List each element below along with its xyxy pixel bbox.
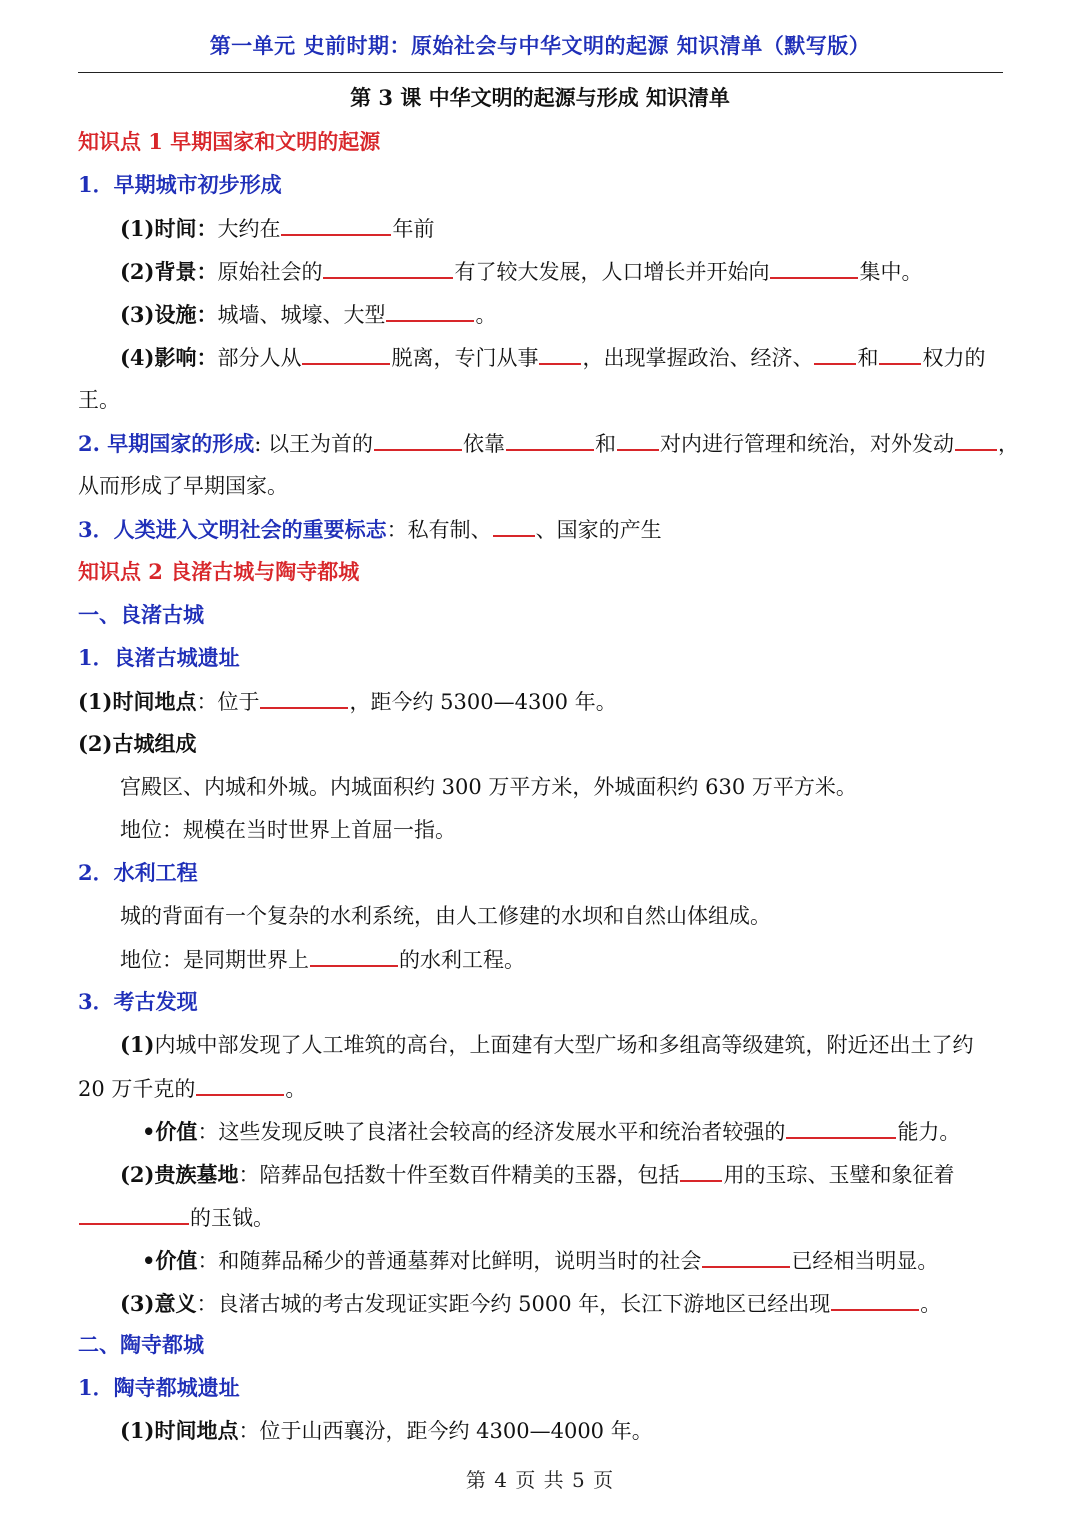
label: (2)背景： — [120, 259, 218, 284]
text: 。 — [285, 1077, 307, 1101]
text: 部分人从 — [217, 346, 302, 370]
text: ：位于山西襄汾，距今约 4300—4000 年。 — [238, 1419, 653, 1443]
label: (4)影响： — [120, 345, 218, 370]
text: 有了较大发展，人口增长并开始向 — [454, 260, 770, 284]
text: 城墙、城壕、大型 — [217, 303, 386, 327]
text: 的水利工程。 — [399, 948, 525, 972]
fill-blank[interactable] — [260, 687, 348, 709]
text: 能力。 — [897, 1120, 961, 1144]
text: 对内进行管理和统治，对外发动 — [660, 432, 954, 456]
text: 地位：是同期世界上 — [120, 948, 309, 972]
text: : 以王为首的 — [254, 432, 373, 456]
text: 用的玉琮、玉璧和象征着 — [723, 1163, 955, 1187]
text: 内城中部发现了人工堆筑的高台，上面建有大型广场和多组高等级建筑，附近还出土了约 — [154, 1033, 974, 1057]
label: (1)时间： — [120, 216, 218, 241]
header-rule — [78, 72, 1003, 73]
kp2-p1-s3-find2 — [120, 1160, 954, 1189]
kp2-p1-title: 一、良渚古城 — [78, 602, 204, 627]
text: 大约在 — [217, 217, 281, 241]
kp2-p1-s3-significance — [120, 1289, 941, 1318]
fill-blank[interactable] — [879, 343, 921, 365]
label: (3)意义 — [120, 1291, 197, 1316]
kp1-title: 知识点 1 早期国家和文明的起源 — [78, 129, 381, 154]
kp2-p1-s1-title: 1．良渚古城遗址 — [78, 645, 240, 670]
label: (1) — [120, 1032, 155, 1057]
fill-blank[interactable] — [539, 343, 581, 365]
kp1-s1-background — [120, 257, 922, 286]
text: 年前 — [392, 217, 435, 241]
page-footer: 第 4 页 共 5 页 — [465, 1468, 615, 1492]
lesson-title: 第 3 课 中华文明的起源与形成 知识清单 — [350, 85, 730, 110]
kp2-p1-s2-text: 城的背面有一个复杂的水利系统，由人工修建的水坝和自然山体组成。 — [120, 904, 771, 928]
text: ，出现掌握政治、经济、 — [582, 346, 814, 370]
kp1-s2 — [78, 429, 1019, 458]
text: ：位于 — [196, 690, 260, 714]
text: 的玉钺。 — [190, 1206, 274, 1230]
text: ：私有制、 — [386, 518, 492, 542]
fill-blank[interactable] — [281, 214, 391, 236]
kp1-s3-title: 3．人类进入文明社会的重要标志 — [78, 517, 387, 542]
kp2-p2-title: 二、陶寺都城 — [78, 1332, 204, 1357]
fill-blank[interactable] — [374, 429, 462, 451]
text: 权力的 — [922, 346, 986, 370]
label: (2)贵族墓地 — [120, 1162, 239, 1187]
fill-blank[interactable] — [786, 1117, 896, 1139]
text: 原始社会的 — [217, 260, 323, 284]
label: (1)时间地点 — [78, 689, 197, 714]
text: ：这些发现反映了良渚社会较高的经济发展水平和统治者较强的 — [197, 1120, 786, 1144]
text: 已经相当明显。 — [791, 1249, 939, 1273]
fill-blank[interactable] — [702, 1246, 790, 1268]
fill-blank[interactable] — [302, 343, 390, 365]
fill-blank[interactable] — [814, 343, 856, 365]
text: 依靠 — [463, 432, 505, 456]
text: 。 — [475, 303, 497, 327]
kp2-p1-s3-title: 3．考古发现 — [78, 989, 198, 1014]
kp2-p1-s3-value2 — [142, 1246, 938, 1275]
kp1-s1-influence-cont: 王。 — [78, 388, 120, 412]
kp2-p1-s1-location — [78, 687, 617, 716]
fill-blank[interactable] — [386, 300, 474, 322]
kp2-p1-s2-status — [120, 945, 525, 974]
kp2-title: 知识点 2 良渚古城与陶寺都城 — [78, 559, 360, 584]
kp2-p1-s1-composition: 宫殿区、内城和外城。内城面积约 300 万平方米，外城面积约 630 万平方米。 — [120, 775, 857, 799]
text: 。 — [920, 1292, 942, 1316]
kp2-p1-s1-composition-label: (2)古城组成 — [78, 731, 197, 756]
fill-blank[interactable] — [955, 429, 997, 451]
fill-blank[interactable] — [770, 257, 858, 279]
text: 脱离，专门从事 — [391, 346, 539, 370]
label: •价值 — [142, 1248, 198, 1273]
text: ：和随葬品稀少的普通墓葬对比鲜明，说明当时的社会 — [197, 1249, 702, 1273]
fill-blank[interactable] — [79, 1203, 189, 1225]
kp2-p2-s1-location — [120, 1417, 653, 1445]
label: (1)时间地点 — [120, 1418, 239, 1443]
text: ：陪葬品包括数十件至数百件精美的玉器，包括 — [238, 1163, 680, 1187]
text: 和 — [857, 346, 879, 370]
text: 集中。 — [859, 260, 923, 284]
kp2-p1-s1-status: 地位：规模在当时世界上首屈一指。 — [120, 818, 456, 842]
fill-blank[interactable] — [680, 1160, 722, 1182]
kp1-s1-title: 1．早期城市初步形成 — [78, 172, 282, 197]
label: (3)设施： — [120, 302, 218, 327]
text: 和 — [595, 432, 616, 456]
kp2-p2-s1-title: 1．陶寺都城遗址 — [78, 1375, 240, 1400]
kp2-p1-s3-find1-cont — [78, 1074, 306, 1103]
kp1-s3 — [78, 515, 662, 544]
kp1-s1-facilities — [120, 300, 496, 329]
fill-blank[interactable] — [196, 1074, 284, 1096]
fill-blank[interactable] — [617, 429, 659, 451]
kp1-s1-time — [120, 214, 434, 243]
text: ， — [998, 432, 1019, 456]
kp2-p1-s3-find2-cont — [78, 1203, 274, 1232]
label: •价值 — [142, 1119, 198, 1144]
kp1-s2-title: 2. 早期国家的形成 — [78, 431, 255, 456]
fill-blank[interactable] — [493, 515, 535, 537]
text: 、国家的产生 — [535, 518, 662, 542]
fill-blank[interactable] — [831, 1289, 919, 1311]
kp1-s1-influence — [120, 343, 985, 372]
fill-blank[interactable] — [310, 945, 398, 967]
text: ，距今约 5300—4300 年。 — [349, 690, 617, 714]
kp2-p1-s2-title: 2．水利工程 — [78, 860, 198, 885]
fill-blank[interactable] — [506, 429, 594, 451]
text: ：良渚古城的考古发现证实距今约 5000 年，长江下游地区已经出现 — [196, 1292, 831, 1316]
kp1-s2-cont: 从而形成了早期国家。 — [78, 474, 288, 498]
fill-blank[interactable] — [323, 257, 453, 279]
page-header: 第一单元 史前时期：原始社会与中华文明的起源 知识清单（默写版） — [209, 33, 871, 58]
text: 20 万千克的 — [78, 1077, 196, 1101]
kp2-p1-s3-value1 — [142, 1117, 960, 1146]
kp2-p1-s3-find1 — [120, 1031, 973, 1059]
